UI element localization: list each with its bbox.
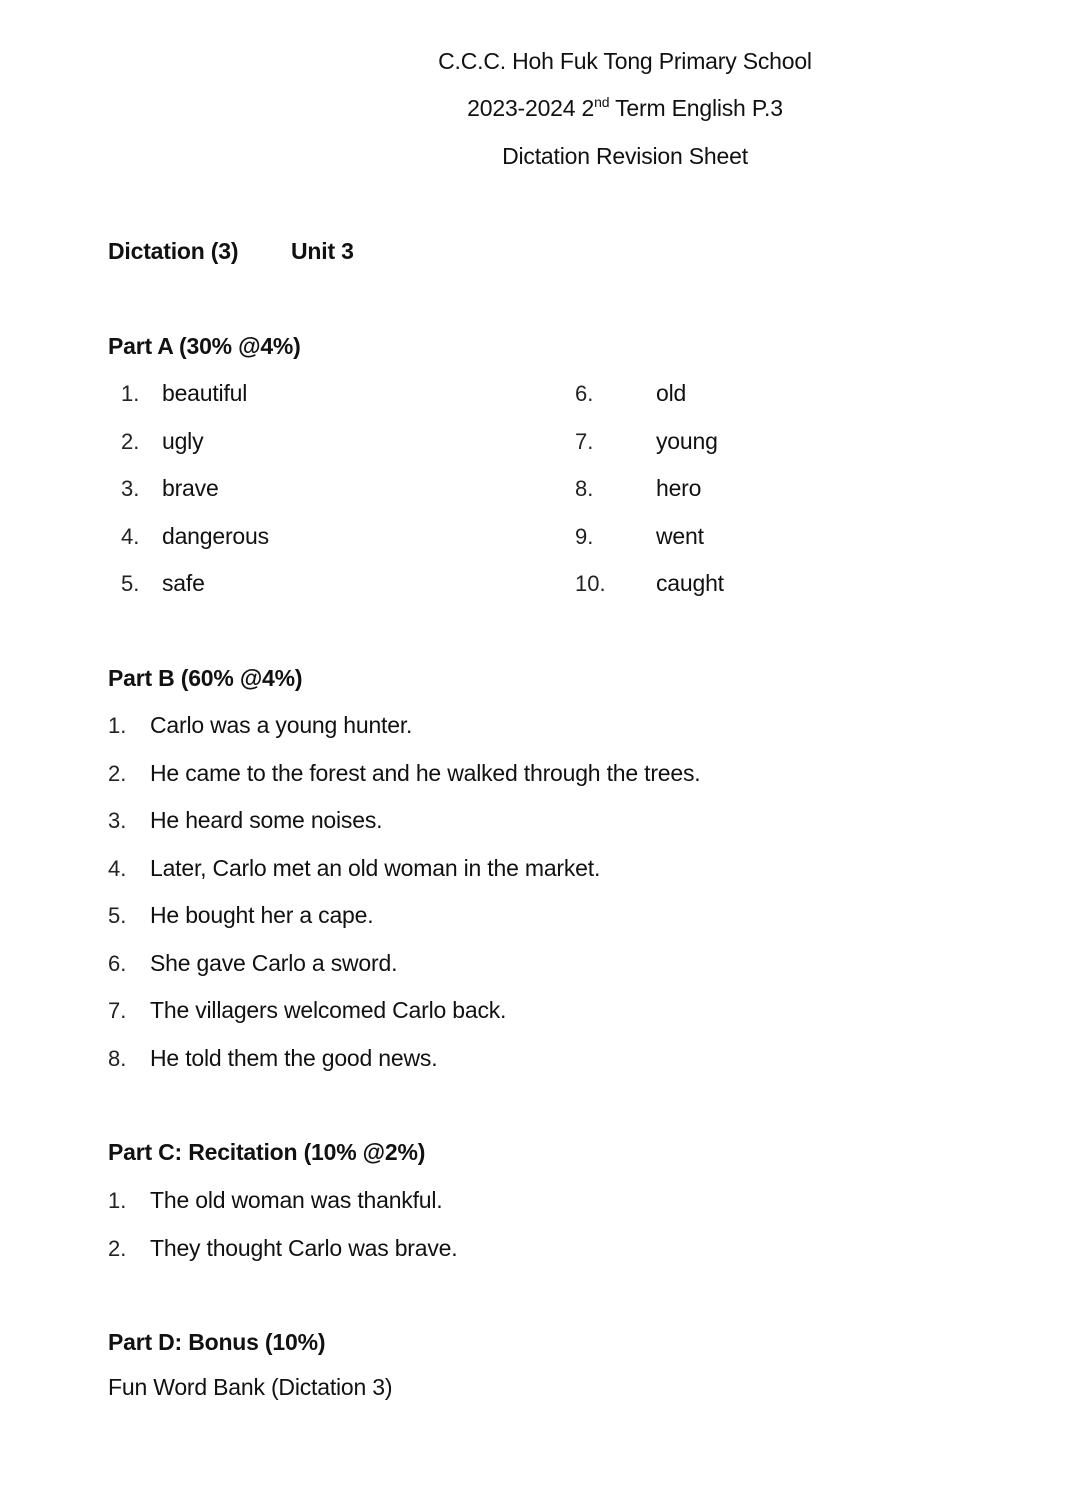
list-item-number: 2. bbox=[108, 1235, 127, 1261]
list-item-sentence: He came to the forest and he walked through the trees. bbox=[150, 759, 701, 786]
school-name: C.C.C. Hoh Fuk Tong Primary School bbox=[438, 48, 812, 74]
list-item-number: 2. bbox=[108, 760, 127, 786]
part-d-text: Fun Word Bank (Dictation 3) bbox=[108, 1374, 393, 1400]
list-item-number: 8. bbox=[575, 476, 594, 501]
list-item-number: 9. bbox=[575, 523, 594, 549]
list-item-sentence: Carlo was a young hunter. bbox=[150, 712, 413, 738]
sheet-title: Dictation Revision Sheet bbox=[502, 143, 748, 169]
list-item-number: 7. bbox=[575, 428, 594, 454]
list-item-word: brave bbox=[162, 475, 219, 501]
term-prefix: 2023-2024 2 bbox=[467, 95, 595, 121]
list-item-number: 1. bbox=[108, 1188, 127, 1213]
list-item-number: 3. bbox=[121, 476, 140, 501]
list-item-word: caught bbox=[656, 570, 724, 596]
list-item-sentence: Later, Carlo met an old woman in the market. bbox=[150, 854, 601, 881]
list-item-word: old bbox=[656, 380, 687, 406]
list-item-number: 3. bbox=[108, 808, 127, 833]
list-item-word: dangerous bbox=[162, 522, 269, 549]
list-item-number: 1. bbox=[108, 713, 127, 738]
part-c-heading: Part C: Recitation (10% @2%) bbox=[108, 1139, 426, 1165]
list-item-number: 6. bbox=[575, 381, 594, 406]
list-item-number: 7. bbox=[108, 998, 127, 1023]
list-item-number: 6. bbox=[108, 950, 127, 976]
part-d-heading: Part D: Bonus (10%) bbox=[108, 1329, 326, 1355]
part-b-heading: Part B (60% @4%) bbox=[108, 665, 303, 691]
list-item-number: 10. bbox=[575, 571, 606, 596]
list-item-sentence: He told them the good news. bbox=[150, 1044, 438, 1071]
list-item-word: young bbox=[656, 427, 718, 454]
list-item-number: 8. bbox=[108, 1045, 127, 1071]
list-item-sentence: He bought her a cape. bbox=[150, 902, 374, 928]
term-title bbox=[0, 95, 1080, 122]
list-item-sentence: She gave Carlo a sword. bbox=[150, 949, 398, 976]
list-item-number: 1. bbox=[121, 381, 140, 406]
list-item-word: safe bbox=[162, 570, 205, 596]
unit-label: Unit 3 bbox=[291, 238, 354, 264]
term-suffix: Term English P.3 bbox=[609, 95, 783, 121]
term-ordinal: nd bbox=[594, 94, 610, 110]
list-item-sentence: The villagers welcomed Carlo back. bbox=[150, 997, 507, 1023]
dictation-label: Dictation (3) bbox=[108, 238, 239, 264]
list-item-word: went bbox=[656, 522, 704, 549]
list-item-number: 4. bbox=[108, 855, 127, 881]
list-item-sentence: The old woman was thankful. bbox=[150, 1187, 443, 1213]
list-item-sentence: They thought Carlo was brave. bbox=[150, 1234, 458, 1261]
list-item-number: 5. bbox=[121, 571, 140, 596]
list-item-number: 5. bbox=[108, 903, 127, 928]
list-item-sentence: He heard some noises. bbox=[150, 807, 383, 833]
part-a-heading: Part A (30% @4%) bbox=[108, 333, 301, 359]
list-item-word: ugly bbox=[162, 427, 204, 454]
list-item-number: 2. bbox=[121, 428, 140, 454]
list-item-word: hero bbox=[656, 475, 702, 501]
list-item-word: beautiful bbox=[162, 380, 248, 406]
list-item-number: 4. bbox=[121, 523, 140, 549]
